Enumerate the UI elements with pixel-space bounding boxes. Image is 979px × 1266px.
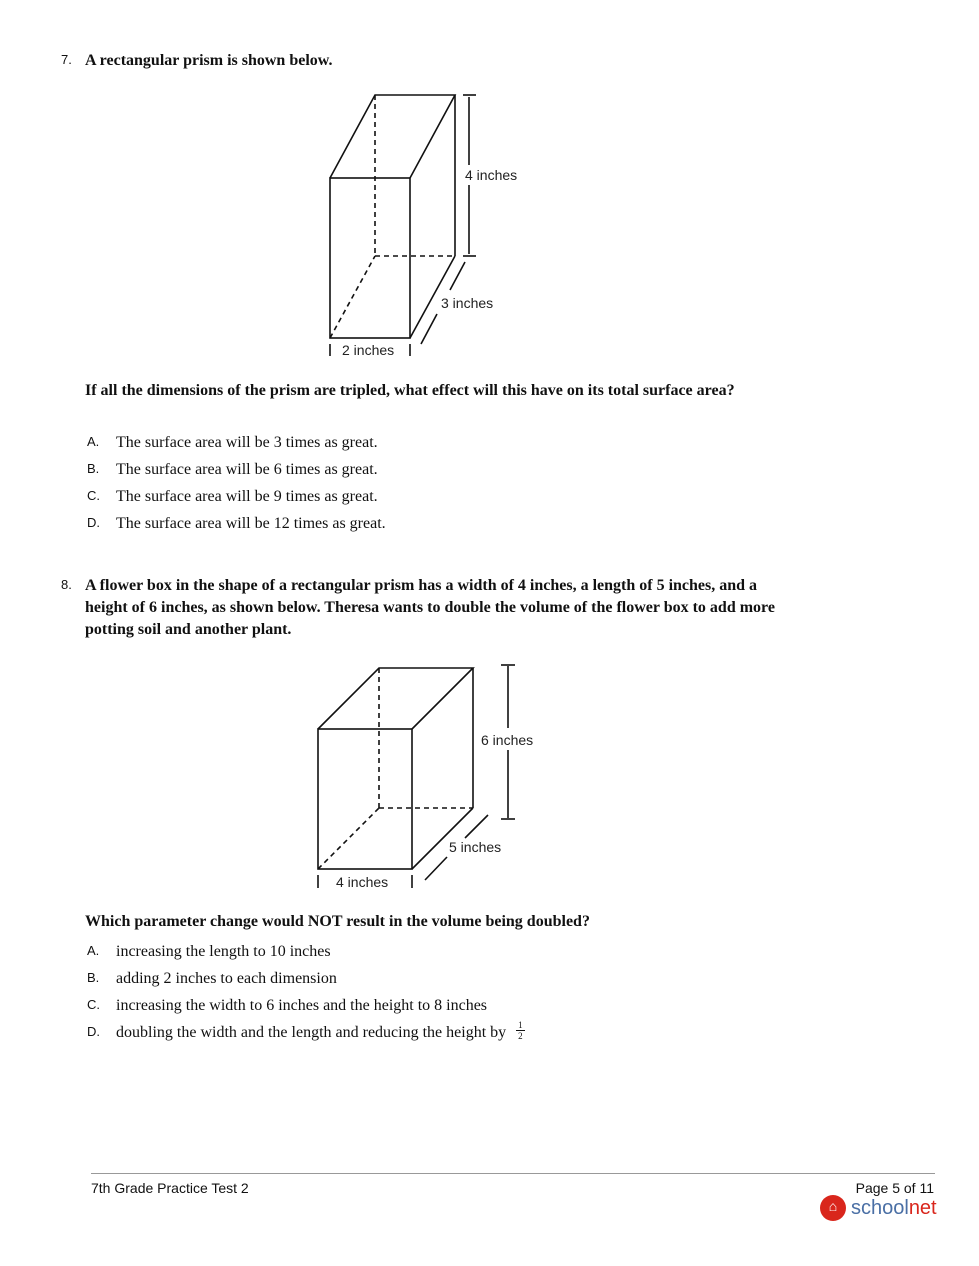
width-label: 2 inches [342,342,395,358]
height-label: 4 inches [465,167,518,183]
option-text: increasing the width to 6 inches and the height to 8 inches [116,997,488,1014]
option-letter: D. [87,1024,100,1039]
fraction-numerator: 1 [518,1020,523,1030]
depth-label: 5 inches [449,839,502,855]
footer-title: 7th Grade Practice Test 2 [91,1180,249,1196]
option-letter: B. [87,970,100,985]
fraction-one-half [516,1020,525,1041]
option-text: doubling the width and the length and reducing the height by [116,1024,507,1041]
home-icon: ⌂ [820,1195,846,1221]
option-text: The surface area will be 12 times as great. [116,515,386,532]
option-text: The surface area will be 9 times as great. [116,488,378,505]
question-prompt: Which parameter change would NOT result in the volume being doubled? [85,913,590,930]
option-a[interactable] [87,943,525,970]
option-d[interactable] [87,1020,525,1051]
schoolnet-logo [820,1195,937,1221]
fraction-denominator: 2 [518,1031,523,1041]
question-prompt: If all the dimensions of the prism are tripled, what effect will this have on its total surface area? [85,382,735,399]
option-letter: D. [87,515,100,530]
option-letter: A. [87,434,100,449]
brand-net: net [908,1196,937,1219]
question-number: 8. [61,577,72,592]
width-label: 4 inches [336,874,389,890]
option-text: The surface area will be 6 times as great. [116,461,378,478]
option-b[interactable] [87,970,525,997]
footer-divider [91,1173,935,1174]
question-stem: A rectangular prism is shown below. [85,52,333,69]
height-label: 6 inches [481,732,534,748]
option-letter: C. [87,997,100,1012]
option-text: adding 2 inches to each dimension [116,970,337,987]
answer-options [87,943,525,1051]
option-letter: C. [87,488,100,503]
question-number: 7. [61,52,72,67]
option-letter: A. [87,943,100,958]
option-c[interactable] [87,997,525,1024]
depth-label: 3 inches [441,295,494,311]
option-text: increasing the length to 10 inches [116,943,331,960]
question-stem: A flower box in the shape of a rectangular prism has a width of 4 inches, a length of 5 inches, and a height of 6 inches, as shown below. Theresa wants to double the volume of the flower box to add more potting soil and another plant. [85,577,775,638]
option-text: The surface area will be 3 times as great. [116,434,378,451]
option-letter: B. [87,461,100,476]
page-number: Page 5 of 11 [855,1180,934,1196]
brand-school: school [851,1196,909,1219]
